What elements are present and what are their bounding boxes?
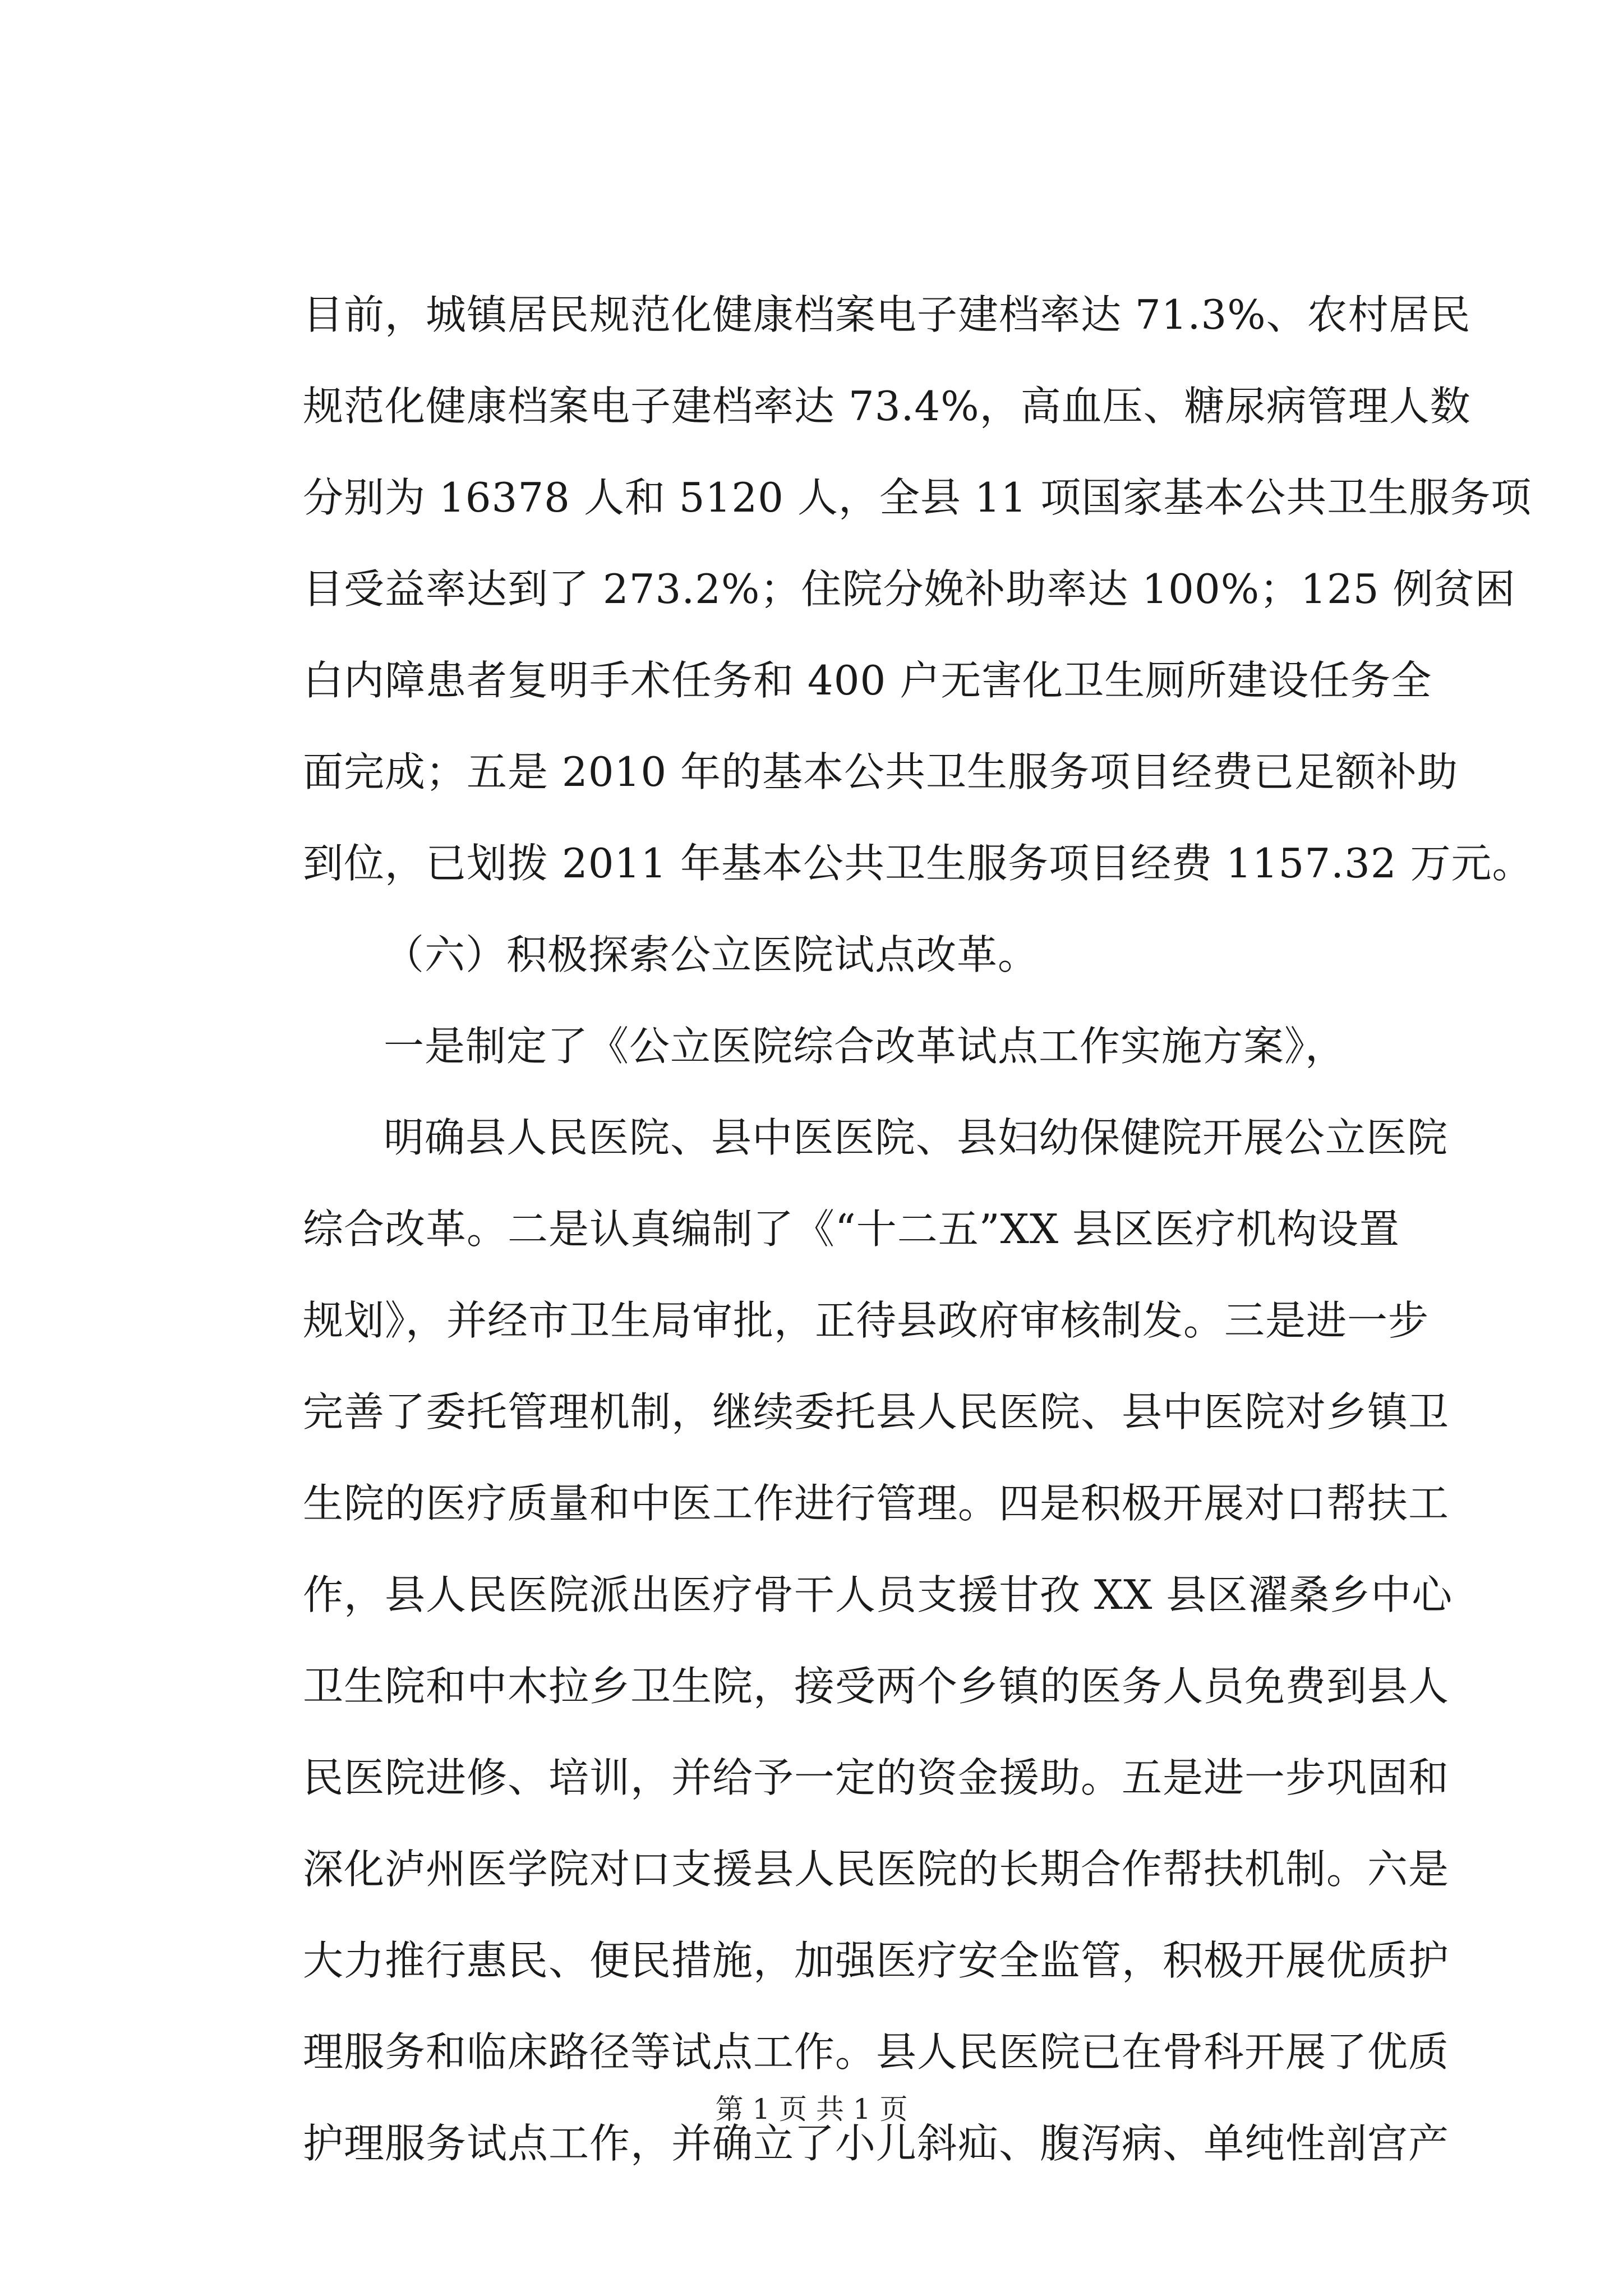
text-line: 目前，城镇居民规范化健康档案电子建档率达 71.3%、农村居民	[303, 291, 1471, 338]
text-line: 分别为 16378 人和 5120 人，全县 11 项国家基本公共卫生服务项	[303, 474, 1532, 521]
text-line: 理服务和临床路径等试点工作。县人民医院已在骨科开展了优质	[303, 2028, 1450, 2076]
text-line: 民医院进修、培训，并给予一定的资金援助。五是进一步巩固和	[303, 1754, 1450, 1801]
section-heading: （六）积极探索公立医院试点改革。	[384, 931, 1039, 978]
text-line: 护理服务试点工作，并确立了小儿斜疝、腹泻病、单纯性剖宫产	[303, 2120, 1450, 2167]
text-line: 白内障患者复明手术任务和 400 户无害化卫生厕所建设任务全	[303, 657, 1432, 704]
text-line: 完善了委托管理机制，继续委托县人民医院、县中医院对乡镇卫	[303, 1388, 1450, 1435]
text-line: 一是制定了《公立医院综合改革试点工作实施方案》，	[384, 1023, 1347, 1070]
text-line: 明确县人民医院、县中医医院、县妇幼保健院开展公立医院	[384, 1114, 1449, 1161]
text-line: 作，县人民医院派出医疗骨干人员支援甘孜 XX 县区濯桑乡中心	[303, 1571, 1453, 1618]
text-line: 生院的医疗质量和中医工作进行管理。四是积极开展对口帮扶工	[303, 1480, 1450, 1527]
text-line: 大力推行惠民、便民措施，加强医疗安全监管，积极开展优质护	[303, 1937, 1450, 1984]
text-line: 面完成；五是 2010 年的基本公共卫生服务项目经费已足额补助	[303, 748, 1459, 795]
text-line: 卫生院和中木拉乡卫生院，接受两个乡镇的医务人员免费到县人	[303, 1663, 1450, 1710]
text-line: 到位，已划拨 2011 年基本公共卫生服务项目经费 1157.32 万元。	[303, 840, 1533, 887]
page-footer: 第 1 页 共 1 页	[715, 2093, 908, 2125]
text-line: 规划》，并经市卫生局审批，正待县政府审核制发。三是进一步	[303, 1297, 1430, 1344]
text-line: 综合改革。二是认真编制了《“十二五”XX 县区医疗机构设置	[303, 1205, 1400, 1253]
document-body	[303, 269, 1533, 2189]
text-line: 目受益率达到了 273.2%；住院分娩补助率达 100%；125 例贫困	[303, 565, 1516, 613]
text-line: 深化泸州医学院对口支援县人民医院的长期合作帮扶机制。六是	[303, 1846, 1450, 1893]
text-line: 规范化健康档案电子建档率达 73.4%，高血压、糖尿病管理人数	[303, 383, 1471, 430]
